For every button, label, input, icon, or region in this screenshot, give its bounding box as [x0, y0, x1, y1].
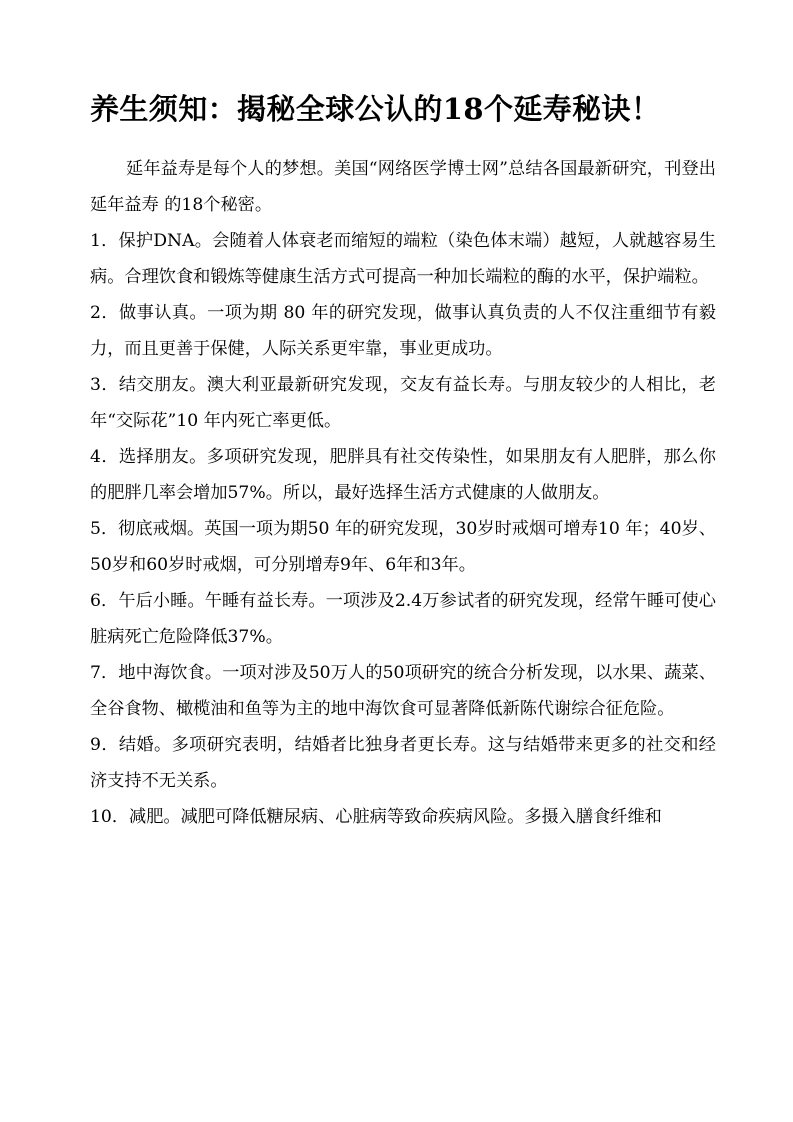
intro-paragraph: 延年益寿是每个人的梦想。美国“网络医学博士网”总结各国最新研究，刊登出延年益寿 的18个秘密。 — [90, 159, 716, 215]
tip-paragraph-6: 6．午后小睡。午睡有益长寿。一项涉及2.4万参试者的研究发现，经常午睡可使心脏病死亡危险降低37%。 — [90, 591, 716, 647]
tip-paragraph-9: 9．结婚。多项研究表明，结婚者比独身者更长寿。这与结婚带来更多的社交和经济支持不无关系。 — [90, 735, 716, 791]
tip-paragraph-7: 7．地中海饮食。一项对涉及50万人的50项研究的统合分析发现，以水果、蔬菜、全谷食物、橄榄油和鱼等为主的地中海饮食可显著降低新陈代谢综合征危险。 — [90, 663, 716, 719]
tip-paragraph-1: 1．保护DNA。会随着人体衰老而缩短的端粒（染色体末端）越短，人就越容易生病。合理饮食和锻炼等健康生活方式可提高一种加长端粒的酶的水平，保护端粒。 — [90, 231, 716, 287]
tip-paragraph-5: 5．彻底戒烟。英国一项为期50 年的研究发现，30岁时戒烟可增寿10 年；40岁、50岁和60岁时戒烟，可分别增寿9年、6年和3年。 — [90, 519, 716, 575]
document-title: 养生须知：揭秘全球公认的18个延寿秘诀！ — [90, 92, 661, 126]
tip-paragraph-4: 4．选择朋友。多项研究发现，肥胖具有社交传染性，如果朋友有人肥胖，那么你的肥胖几率会增加57%。所以，最好选择生活方式健康的人做朋友。 — [90, 447, 716, 503]
tip-paragraph-3: 3．结交朋友。澳大利亚最新研究发现，交友有益长寿。与朋友较少的人相比，老年“交际花”10 年内死亡率更低。 — [90, 375, 716, 431]
tip-paragraph-2: 2．做事认真。一项为期 80 年的研究发现，做事认真负责的人不仅注重细节有毅力，而且更善于保健，人际关系更牢靠，事业更成功。 — [90, 303, 716, 359]
tip-paragraph-10: 10．减肥。减肥可降低糖尿病、心脏病等致命疾病风险。多摄入膳食纤维和 — [90, 807, 662, 827]
document-body — [90, 151, 716, 835]
